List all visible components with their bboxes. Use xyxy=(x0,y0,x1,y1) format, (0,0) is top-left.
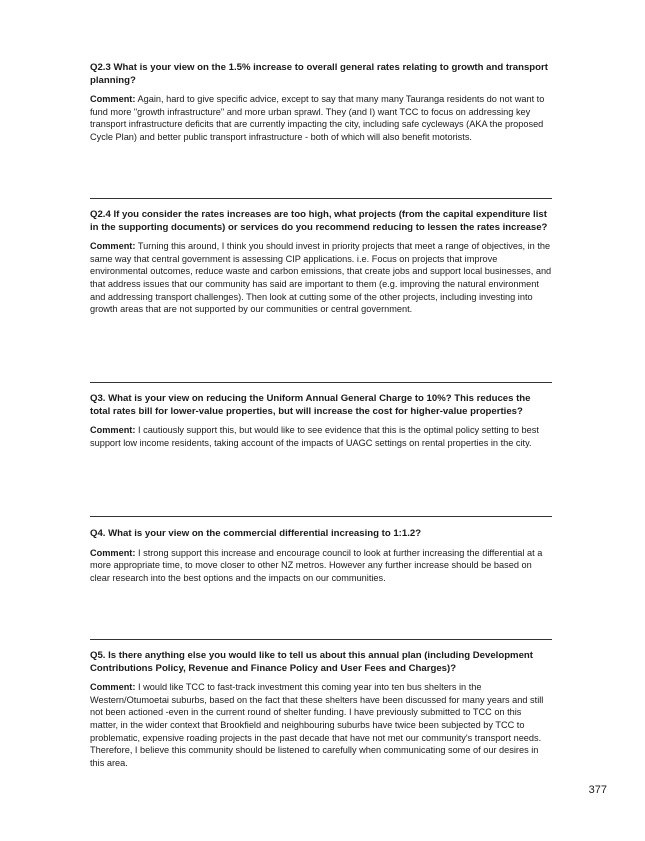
comment-text: Again, hard to give specific advice, except to say that many many Tauranga residents do not want to fund more "growth infrastructure" and more urban sprawl. They (and I) want TCC to focus on addressing key transport infrastructure deficits that are currently impacting the city, including safe cycleways (AKA the proposed Cycle Plan) and better public transport infrastructure - both of which will also benefit motorists. xyxy=(90,94,545,142)
comment-label: Comment: xyxy=(90,241,136,252)
page-number: 377 xyxy=(588,784,607,796)
section-divider xyxy=(90,198,552,199)
comment-text: I would like TCC to fast-track investment this coming year into ten bus shelters in the Western/Otumoetai suburbs, based on the fact that these shelters have been discussed for many years and still not been actioned -even in the current round of shelter funding. I have previously submitted to TCC on this matter, in the wider context that Brookfield and neighbouring suburbs have twice been subjected by TCC to problematic, expensive roading projects in the past decade that have not met our community's transport needs. Therefore, I believe this community should be listened to carefully when communicating some of our desires in this area. xyxy=(90,682,544,768)
question-heading: Q2.3 What is your view on the 1.5% increase to overall general rates relating to growth and transport planning? xyxy=(90,62,548,86)
question-heading: Q2.4 If you consider the rates increases are too high, what projects (from the capital expenditure list in the supporting documents) or services do you recommend reducing to lessen the rates increase? xyxy=(90,209,548,233)
comment-paragraph xyxy=(90,424,552,449)
comment-label: Comment: xyxy=(90,425,136,436)
section-divider xyxy=(90,639,552,640)
section-divider xyxy=(90,516,552,517)
comment-label: Comment: xyxy=(90,547,136,558)
question-heading: Q4. What is your view on the commercial differential increasing to 1:1.2? xyxy=(90,528,422,539)
comment-text: Turning this around, I think you should invest in priority projects that meet a range of objectives, in the same way that central government is assessing CIP applications. i.e. Focus on projects that improve environmental outcomes, reduce waste and carbon emissions, that create jobs and support local businesses, and that address issues that our community has said are important to them (e.g. improving the natural environment and addressing transport challenges). Then look at cutting some of the other projects, including investing into growth areas that are not supported by our communities or central government. xyxy=(90,241,552,315)
question-section-q2-3 xyxy=(90,62,552,144)
section-divider xyxy=(90,382,552,383)
comment-text: I strong support this increase and encourage council to look at further increasing the differential at a more appropriate time, to move closer to other NZ metros. However any further increase should be based on clear research into the best options and the impacts on our communities. xyxy=(90,547,543,583)
question-heading: Q3. What is your view on reducing the Uniform Annual General Charge to 10%? This reduces the total rates bill for lower-value properties, but will increase the cost for higher-value properties? xyxy=(90,393,531,417)
question-heading: Q5. Is there anything else you would like to tell us about this annual plan (including Development Contributions Policy, Revenue and Finance Policy and User Fees and Charges)? xyxy=(90,650,533,674)
comment-label: Comment: xyxy=(90,682,136,693)
comment-label: Comment: xyxy=(90,94,136,105)
question-section-q3 xyxy=(90,393,552,449)
comment-text: I cautiously support this, but would like to see evidence that this is the optimal policy setting to best support low income residents, taking account of the impacts of UAGC settings on rental properties in the city. xyxy=(90,425,539,448)
question-section-q4 xyxy=(90,528,552,584)
question-section-q5 xyxy=(90,650,552,769)
comment-paragraph xyxy=(90,547,552,585)
comment-paragraph xyxy=(90,93,552,143)
question-section-q2-4 xyxy=(90,209,552,316)
comment-paragraph xyxy=(90,681,552,769)
comment-paragraph xyxy=(90,240,552,316)
